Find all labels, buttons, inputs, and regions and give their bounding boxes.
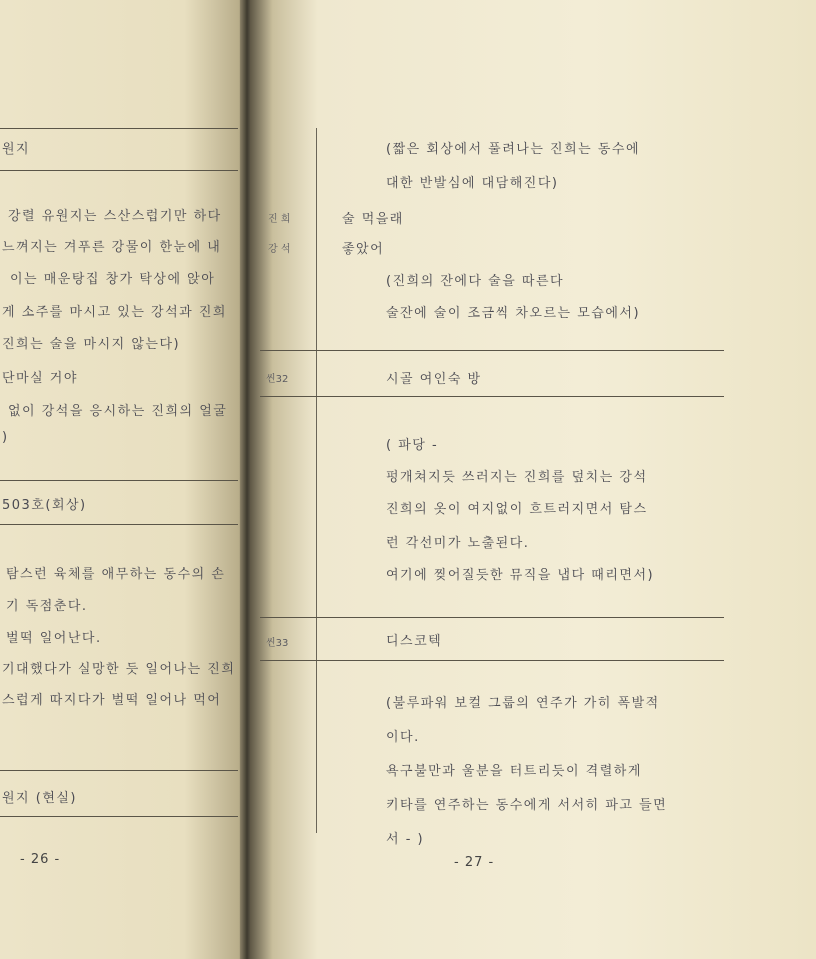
left-line: 느껴지는 겨푸른 강물이 한눈에 내 bbox=[2, 240, 222, 255]
divider bbox=[260, 396, 724, 397]
direction-text: 욕구불만과 울분을 터트리듯이 격렬하게 bbox=[386, 764, 642, 779]
scene-title: 시골 여인숙 방 bbox=[386, 372, 482, 387]
direction-text: (진희의 잔에다 술을 따른다 bbox=[386, 274, 565, 289]
left-line: ) bbox=[2, 430, 9, 445]
scene-heading-left-1: 원지 bbox=[2, 142, 31, 157]
divider bbox=[0, 816, 238, 817]
scene-heading-left-2: 503호(회상) bbox=[2, 498, 87, 513]
left-line: 탐스런 육체를 애무하는 동수의 손 bbox=[6, 567, 226, 582]
divider bbox=[0, 524, 238, 525]
divider bbox=[0, 770, 238, 771]
direction-text: 이다. bbox=[386, 730, 420, 745]
left-line: 벌떡 일어난다. bbox=[6, 631, 102, 646]
direction-text: (짧은 회상에서 풀려나는 진희는 동수에 bbox=[386, 142, 641, 157]
divider bbox=[0, 170, 238, 171]
page-number-right: - 27 - bbox=[454, 855, 495, 870]
divider bbox=[260, 617, 724, 618]
scene-heading-left-3: 원지 (현실) bbox=[2, 791, 78, 806]
divider bbox=[0, 128, 238, 129]
divider bbox=[260, 350, 724, 351]
scene-title: 디스코텍 bbox=[386, 634, 443, 649]
dialogue-line: 좋았어 bbox=[342, 242, 385, 257]
left-line: 기 독점춘다. bbox=[6, 599, 88, 614]
scene-number: 씬32 bbox=[266, 374, 289, 385]
left-line: 스럽게 따지다가 벌떡 일어나 먹어 bbox=[2, 693, 222, 708]
scene-number: 씬33 bbox=[266, 638, 289, 649]
direction-text: (불루파워 보컬 그룹의 연주가 가히 폭발적 bbox=[386, 696, 660, 711]
left-line: 강렬 유원지는 스산스럽기만 하다 bbox=[8, 209, 222, 224]
direction-text: 런 각선미가 노출된다. bbox=[386, 536, 530, 551]
left-line: 기대했다가 실망한 듯 일어나는 진희 bbox=[2, 662, 236, 677]
left-page bbox=[0, 0, 246, 959]
direction-text: 펑개쳐지듯 쓰러지는 진희를 덮치는 강석 bbox=[386, 470, 648, 485]
direction-text: 술잔에 술이 조금씩 차오르는 모습에서) bbox=[386, 306, 641, 321]
divider bbox=[0, 480, 238, 481]
direction-text: 여기에 찢어질듯한 뮤직을 냅다 때리면서) bbox=[386, 568, 655, 583]
direction-text: ( 파당 - bbox=[386, 438, 439, 453]
left-line: 이는 매운탕집 창가 탁상에 앉아 bbox=[10, 272, 216, 287]
right-page bbox=[250, 0, 816, 959]
direction-text: 대한 반발심에 대담해진다) bbox=[386, 176, 559, 191]
speaker-label: 강 석 bbox=[268, 244, 291, 255]
direction-text: 서 - ) bbox=[386, 832, 425, 847]
left-line: 단마실 거야 bbox=[2, 371, 78, 386]
speaker-label: 진 희 bbox=[268, 214, 291, 225]
column-divider bbox=[316, 128, 317, 833]
left-line: 진희는 술을 마시지 않는다) bbox=[2, 337, 181, 352]
page-number-left: - 26 - bbox=[20, 852, 61, 867]
left-line: 없이 강석을 응시하는 진희의 얼굴 bbox=[8, 404, 228, 419]
dialogue-line: 술 먹을래 bbox=[342, 212, 404, 227]
left-line: 게 소주를 마시고 있는 강석과 진희 bbox=[2, 305, 227, 320]
direction-text: 진희의 옷이 여지없이 흐트러지면서 탐스 bbox=[386, 502, 648, 517]
direction-text: 키타를 연주하는 동수에게 서서히 파고 들면 bbox=[386, 798, 668, 813]
divider bbox=[260, 660, 724, 661]
